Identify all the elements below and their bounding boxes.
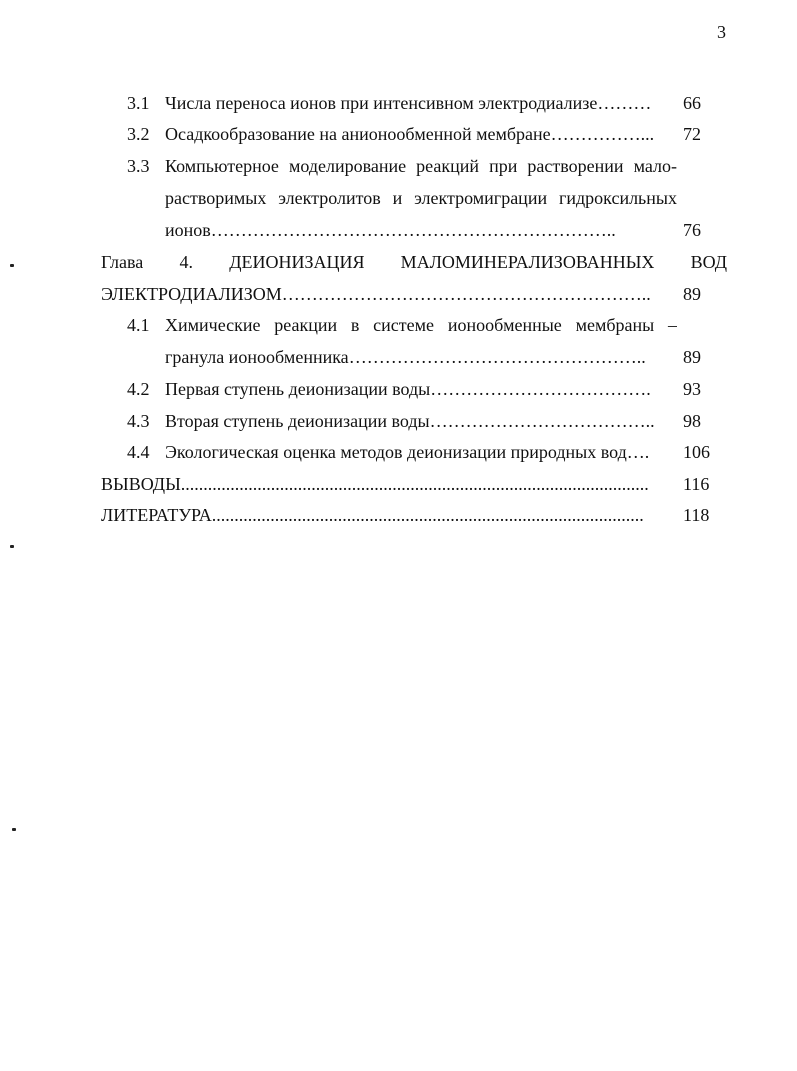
page-ref: 72 [683,124,701,144]
page-ref: 106 [683,442,710,462]
section-title: Экологическая оценка методов деионизации природных вод [165,442,627,462]
section-title-line: растворимых электролитов и электромиграции гидроксильных [165,188,677,208]
section-number: 4.1 [127,315,150,335]
leader-dots: ………………………………………….. [348,347,646,367]
section-title: Осадкообразование на анионообменной мембране [165,124,551,144]
scan-mark [12,828,16,831]
section-number: 4.4 [127,442,150,462]
scan-mark [10,264,14,267]
leader-dots: …………………………………………………….. [281,284,651,304]
leader-dots: ……… [597,93,652,113]
page-ref: 66 [683,93,701,113]
section-title: ВЫВОДЫ [101,474,181,494]
toc-entry-4-1-end [101,342,727,373]
leader-dots: ……………... [550,124,655,144]
leader-dots: ........................................................................................................ [180,474,649,494]
leader-dots: ……………………………….. [429,411,655,431]
leader-dots: ................................................................................................ [211,505,644,525]
section-title: ЛИТЕРАТУРА [101,505,212,525]
page-ref: 89 [683,347,701,367]
section-number: 3.1 [127,93,150,113]
section-title: Вторая ступень деионизации воды [165,411,430,431]
page-ref: 118 [683,505,710,525]
section-number: 3.3 [127,156,150,176]
section-number: 4.3 [127,411,150,431]
section-number: 3.2 [127,124,150,144]
toc-entry-3-3-end [101,215,727,246]
toc-entry-3-3 [101,151,727,182]
chapter-title-line: Глава 4. ДЕИОНИЗАЦИЯ МАЛОМИНЕРАЛИЗОВАННЫХ ВОД [101,252,727,272]
toc-entry-chapter-4-end [101,279,727,310]
section-title-line: Химические реакции в системе ионообменные мембраны – [165,315,677,335]
section-title-line: Компьютерное моделирование реакций при растворении мало- [165,156,677,176]
chapter-title-line: ЭЛЕКТРОДИАЛИЗОМ [101,284,282,304]
toc-entry-4-4 [101,437,727,468]
leader-dots: ………………………………. [430,379,651,399]
section-title-line: гранула ионообменника [165,347,349,367]
page-ref: 93 [683,379,701,399]
toc-entry-4-2 [101,374,727,405]
toc-entry-4-3 [101,406,727,437]
page-ref: 76 [683,220,701,240]
page-number: 3 [717,22,726,42]
scan-mark [10,545,14,548]
toc-entry-references [101,500,727,531]
leader-dots: …. [626,442,650,462]
page-ref: 98 [683,411,701,431]
page-ref: 116 [683,474,710,494]
leader-dots: ………………………………………………………….. [210,220,616,240]
toc-entry-conclusions [101,469,727,500]
section-title: Первая ступень деионизации воды [165,379,431,399]
section-title: Числа переноса ионов при интенсивном электродиализе [165,93,598,113]
section-title-line: ионов [165,220,211,240]
toc-entry-4-1 [101,310,727,341]
page-ref: 89 [683,284,701,304]
toc-entry-3-2 [101,119,727,150]
toc-entry-3-1 [101,88,727,119]
toc-entry-3-3-cont [101,183,727,214]
section-number: 4.2 [127,379,150,399]
toc-entry-chapter-4 [101,247,727,278]
